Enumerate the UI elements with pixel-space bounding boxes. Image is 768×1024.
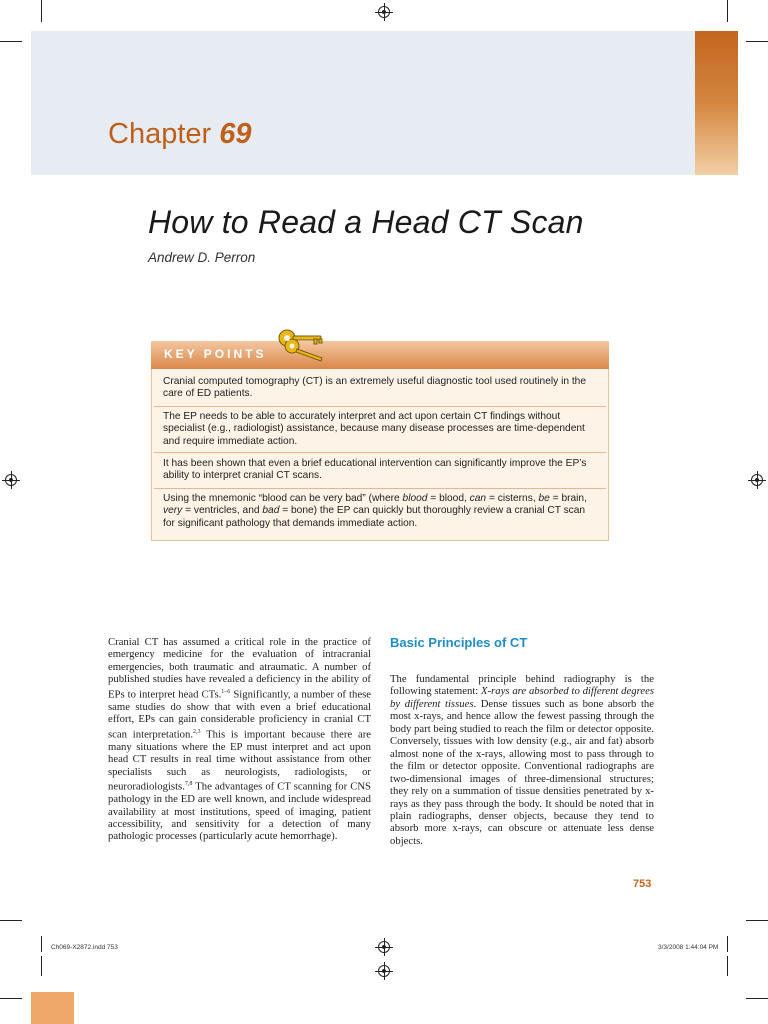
key-point-item [151, 493, 609, 530]
registration-mark-icon [378, 965, 390, 977]
left-column-text [108, 636, 371, 843]
crop-mark [746, 920, 768, 921]
crop-mark [0, 41, 22, 42]
keys-icon [276, 326, 328, 369]
text: Significantly, a number of these same studies do show that with even a brief educational effort, EPs can gain considerable proficiency in cranial CT scan interpretation. [108, 688, 371, 741]
crop-mark [41, 936, 42, 952]
citation: 7,8 [184, 781, 193, 788]
chapter-word: Chapter [108, 118, 212, 150]
crop-mark [746, 41, 768, 42]
key-points-heading: KEY POINTS [164, 347, 267, 361]
divider [154, 406, 606, 407]
crop-mark [0, 920, 22, 921]
crop-mark [0, 998, 22, 999]
chapter-header-band [31, 31, 695, 175]
text: Cranial CT has assumed a critical role in the practice of emergency medicine for the evaluation of intracranial emergencies, both traumatic and atraumatic. A number of published studies have revealed a deficiency in the ability of EPs to interpret head CTs. [108, 636, 371, 701]
chapter-label [108, 118, 252, 151]
text: The fundamental principle behind radiography is the following statement: [390, 673, 654, 698]
chapter-accent-strip [695, 31, 738, 175]
text: = brain, [549, 493, 587, 504]
page-number: 753 [633, 878, 652, 890]
text: = ventricles, and [182, 505, 263, 517]
text: Using the mnemonic “blood can be very bad” (where [163, 493, 403, 504]
registration-mark-icon [751, 474, 763, 486]
chapter-title: How to Read a Head CT Scan [148, 204, 584, 240]
crop-mark [727, 956, 728, 976]
term: can [469, 493, 487, 504]
paragraph [108, 636, 371, 843]
crop-mark [41, 0, 42, 22]
term: very [163, 505, 183, 517]
crop-mark [727, 936, 728, 952]
right-column-text [390, 673, 654, 847]
paragraph [390, 673, 654, 847]
key-point-item: The EP needs to be able to accurately interpret and act upon certain CT findings without specialist (e.g., radiologist) assistance, because many disease processes are time-dependent and require immediate action. [163, 411, 585, 447]
term: blood [402, 493, 428, 504]
term: be [538, 493, 550, 504]
timestamp-slug: 3/3/2008 1:44:04 PM [658, 944, 719, 951]
registration-mark-icon [378, 941, 390, 953]
section-heading: Basic Principles of CT [390, 635, 528, 650]
crop-mark [746, 998, 768, 999]
corner-color-block [31, 992, 74, 1024]
emphasis: X-rays are absorbed to different degrees by different tissues [390, 685, 655, 710]
term: bad [262, 505, 280, 517]
divider [154, 452, 606, 453]
text: = cisterns, [486, 493, 539, 504]
author-name: Andrew D. Perron [148, 250, 256, 265]
text: = blood, [427, 493, 470, 504]
crop-mark [727, 0, 728, 22]
text: The advantages of CT scanning for CNS pathology in the ED are well known, and include widespread availability at most institutions, speed of imaging, patient accessibility, and sensitivity for a detection of many pathologic processes (particularly acute hemorrhage). [108, 780, 371, 843]
citation: 2,3 [193, 728, 201, 735]
registration-mark-icon [5, 474, 17, 486]
key-point-item: It has been shown that even a brief educational intervention can significantly improve the EP’s ability to interpret cranial CT scans. [163, 458, 587, 482]
chapter-number: 69 [219, 118, 252, 150]
divider [154, 488, 606, 489]
key-point-item: Cranial computed tomography (CT) is an extremely useful diagnostic tool used routinely in the care of ED patients. [163, 376, 586, 400]
crop-mark [41, 956, 42, 976]
citation: 1–6 [221, 688, 231, 695]
text: = bone) the EP can quickly but thoroughly review a cranial CT scan for significant pathology that demands immediate action. [163, 505, 586, 529]
text: . Dense tissues such as bone absorb the most x-rays, and hence allow the fewest passing through the body part being studied to reach the film or detector opposite. Conversely, tissues with low density (e.g., air and fat) absorb almost none of the x-rays, allowing most to pass through to the film or detector opposite. Conventional radiographs are two-dimensional images of three-dimensional structures; they rely on a summation of tissue densities penetrated by x-rays as they pass through the body. It should be noted that in plain radiographs, denser objects, because they tend to absorb more x-rays, can obscure or attenuate less dense objects. [390, 697, 655, 847]
registration-mark-icon [378, 6, 390, 18]
text: This is important because there are many situations where the EP must interpret and act upon head CT results in real time without assistance from other specialists such as neurologists, radiologists, or neuroradiologists. [108, 728, 372, 793]
file-slug: Ch069-X2872.indd 753 [51, 944, 118, 951]
